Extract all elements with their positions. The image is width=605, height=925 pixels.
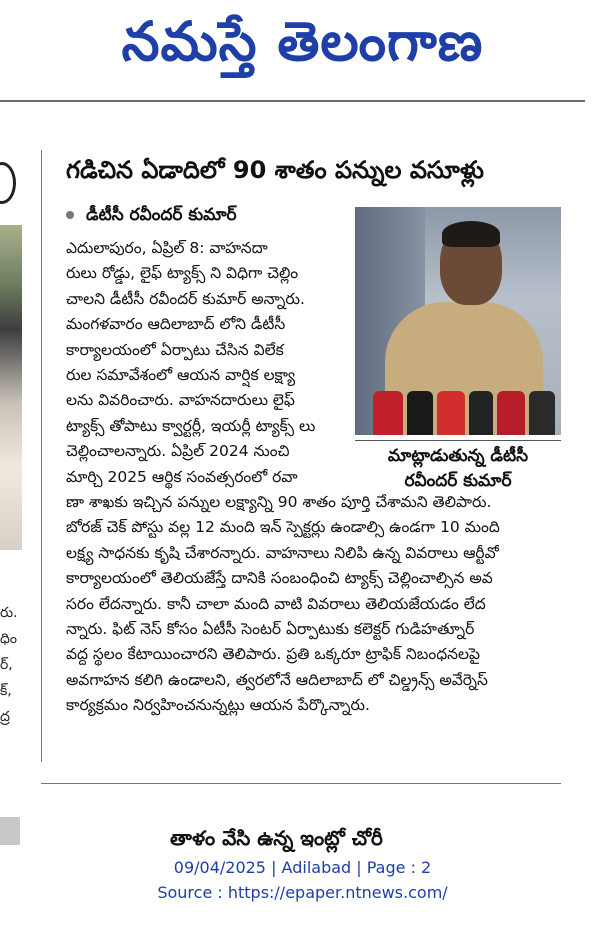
microphone-icon bbox=[437, 391, 465, 435]
caption-line: రవీందర్ కుమార్ bbox=[404, 471, 512, 491]
fragment-text: రు. bbox=[0, 605, 18, 621]
microphone-icon bbox=[407, 391, 433, 435]
bottom-divider bbox=[41, 783, 561, 784]
body-line: ట్యాక్స్ తోపాటు క్వార్టర్లీ, ఇయర్లీ ట్యాక్స్ లు bbox=[66, 416, 316, 435]
footer-edition-info: 09/04/2025 | Adilabad | Page : 2 bbox=[173, 858, 432, 877]
caption-line: మాట్లాడుతున్న డీటీసీ bbox=[387, 446, 529, 466]
masthead bbox=[0, 0, 605, 88]
article-byline bbox=[66, 203, 237, 227]
microphone-icon bbox=[529, 391, 555, 435]
footer-source-link[interactable]: Source : https://epaper.ntnews.com/ bbox=[157, 883, 448, 902]
footer bbox=[0, 855, 605, 905]
cropped-photo bbox=[0, 225, 22, 550]
body-line: చాలని డీటీసీ రవీందర్ కుమార్ అన్నారు. bbox=[66, 289, 305, 308]
fragment-text: క్, bbox=[0, 683, 12, 699]
cropped-graphic bbox=[0, 162, 16, 204]
column-divider bbox=[41, 150, 42, 762]
fragment-text: ధిం bbox=[0, 631, 17, 647]
body-line: కార్యక్రమం నిర్వహించనున్నట్లు ఆయన పేర్కొన్నారు. bbox=[66, 696, 370, 715]
fragment-text: ద్ర bbox=[0, 709, 10, 725]
byline-text: డీటీసీ రవీందర్ కుమార్ bbox=[86, 205, 237, 225]
body-line: రులు రోడ్డు, లైఫ్ ట్యాక్స్ ని విధిగా చెల్లిం bbox=[66, 264, 299, 283]
body-line: అవగాహన కలిగి ఉండాలని, త్వరలోనే ఆదిలాబాద్ లో చిల్డ్రన్స్ అవేర్నెస్ bbox=[66, 670, 488, 689]
next-article-headline: తాళం వేసి ఉన్న ఇంట్లో చోరీ bbox=[170, 826, 383, 850]
body-line: వద్ద స్థలం కేటాయించారని తెలిపారు. ప్రతి ఒక్కరూ ట్రాఫిక్ నిబంధనలపై bbox=[66, 645, 481, 664]
body-line: మంగళవారం ఆదిలాబాద్ లోని డీటీసీ bbox=[66, 315, 286, 334]
body-line: లను వివరించారు. వాహనదారులు లైఫ్ bbox=[66, 391, 295, 410]
body-line: సరం లేదన్నారు. కానీ చాలా మంది వాటి వివరాలు తెలియజేయడం లేద bbox=[66, 594, 486, 613]
microphone-icon bbox=[373, 391, 403, 435]
body-line: లక్ష్య సాధనకు కృషి చేశారన్నారు. వాహనాలు నిలిపి ఉన్న వివరాలు ఆర్టీవో bbox=[66, 543, 499, 562]
adjacent-article-cutoff bbox=[0, 150, 26, 770]
article-headline: గడిచిన ఏడాదిలో 90 శాతం పన్నుల వసూళ్లు bbox=[66, 156, 484, 184]
top-divider bbox=[0, 100, 585, 102]
bullet-icon bbox=[66, 211, 74, 219]
body-line: బోరజ్ చెక్ పోస్టు వల్ల 12 మంది ఇన్ స్పెక్టర్లు ఉండాల్సి ఉండగా 10 మంది bbox=[66, 518, 500, 537]
article-body-wide bbox=[66, 490, 561, 719]
microphone-icon bbox=[497, 391, 525, 435]
body-line: ఎదులాపురం, ఏప్రిల్ 8: వాహనదా bbox=[66, 239, 268, 257]
body-line: రుల సమావేశంలో ఆయన వార్షిక లక్ష్యా bbox=[66, 365, 296, 384]
cropped-block bbox=[0, 817, 20, 845]
body-line: కార్యాలయంలో తెలియజేస్తే దానికి సంబంధించి ట్యాక్స్ చెల్లించాల్సిన అవ bbox=[66, 569, 493, 588]
article-photo bbox=[355, 207, 561, 435]
fragment-text: ర్, bbox=[0, 657, 13, 673]
body-line: ణా శాఖకు ఇచ్చిన పన్నుల లక్ష్యాన్ని 90 శాతం పూర్తి చేశామని తెలిపారు. bbox=[66, 493, 492, 511]
microphone-icon bbox=[469, 391, 493, 435]
photo-caption bbox=[355, 444, 561, 494]
article-body-narrow bbox=[66, 236, 348, 490]
body-line: కార్యాలయంలో ఏర్పాటు చేసిన విలేక bbox=[66, 340, 284, 359]
photo-hair bbox=[442, 221, 500, 247]
caption-divider bbox=[355, 440, 561, 441]
body-line: చెల్లించాలన్నారు. ఏప్రిల్ 2024 నుంచి bbox=[66, 442, 290, 461]
body-line: మార్చి 2025 ఆర్థిక సంవత్సరంలో రవా bbox=[66, 467, 298, 486]
body-line: న్నారు. ఫిట్ నెస్ కోసం ఏటీసీ సెంటర్ ఏర్పాటుకు కలెక్టర్ గుడిహత్నూర్ bbox=[66, 619, 475, 638]
newspaper-title: నమస్తే తెలంగాణ bbox=[121, 10, 484, 73]
